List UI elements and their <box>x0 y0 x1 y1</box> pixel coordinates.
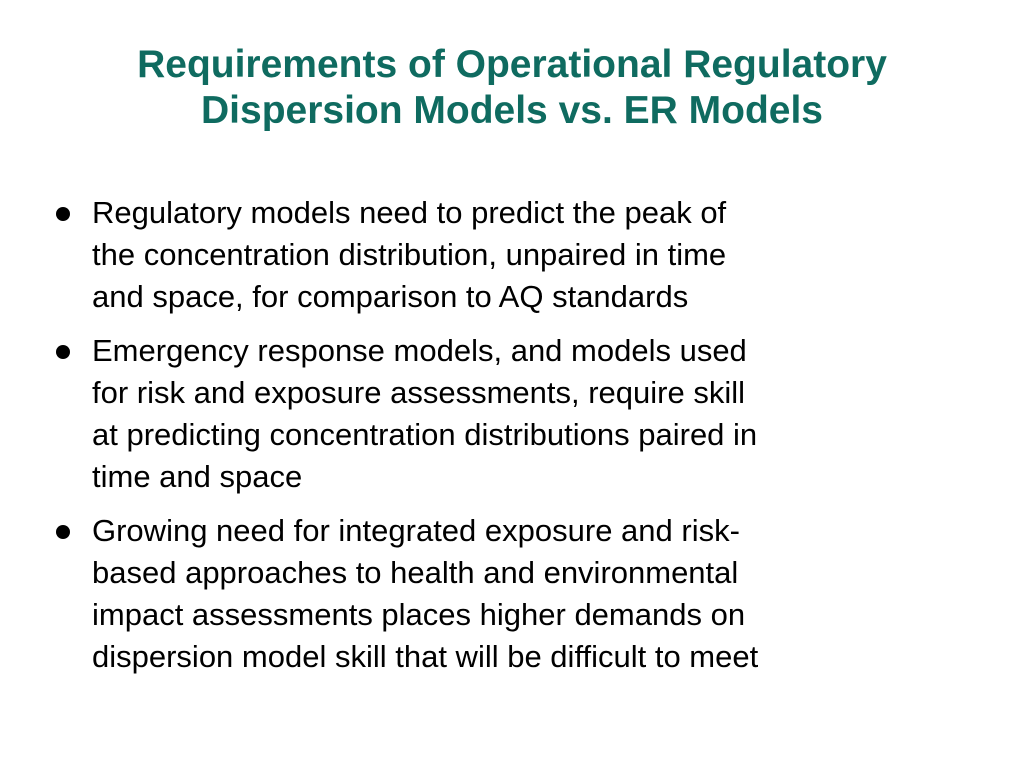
bullet-dot-icon <box>56 207 70 221</box>
bullet-text-line: based approaches to health and environmental <box>92 555 739 590</box>
title-line-2: Dispersion Models vs. ER Models <box>201 89 823 132</box>
bullet-dot-icon <box>56 345 70 359</box>
bullet-text-line: and space, for comparison to AQ standards <box>92 279 689 314</box>
bullet-text-line: Regulatory models need to predict the peak of <box>92 195 727 230</box>
bullet-list <box>52 192 972 690</box>
bullet-dot-icon <box>56 525 70 539</box>
bullet-item-emergency-response-models <box>52 330 972 498</box>
slide-title <box>40 42 984 134</box>
bullet-text-line: dispersion model skill that will be difficult to meet <box>92 639 759 674</box>
bullet-text-line: at predicting concentration distributions paired in <box>92 417 758 452</box>
bullet-item-regulatory-models <box>52 192 972 318</box>
bullet-text-line: impact assessments places higher demands on <box>92 597 746 632</box>
bullet-text-line: the concentration distribution, unpaired in time <box>92 237 727 272</box>
bullet-text-line: time and space <box>92 459 303 494</box>
bullet-text-line: Emergency response models, and models used <box>92 333 747 368</box>
bullet-text-line: for risk and exposure assessments, require skill <box>92 375 745 410</box>
bullet-item-growing-need <box>52 510 972 678</box>
bullet-text-line: Growing need for integrated exposure and risk- <box>92 513 740 548</box>
title-line-1: Requirements of Operational Regulatory <box>137 43 887 86</box>
